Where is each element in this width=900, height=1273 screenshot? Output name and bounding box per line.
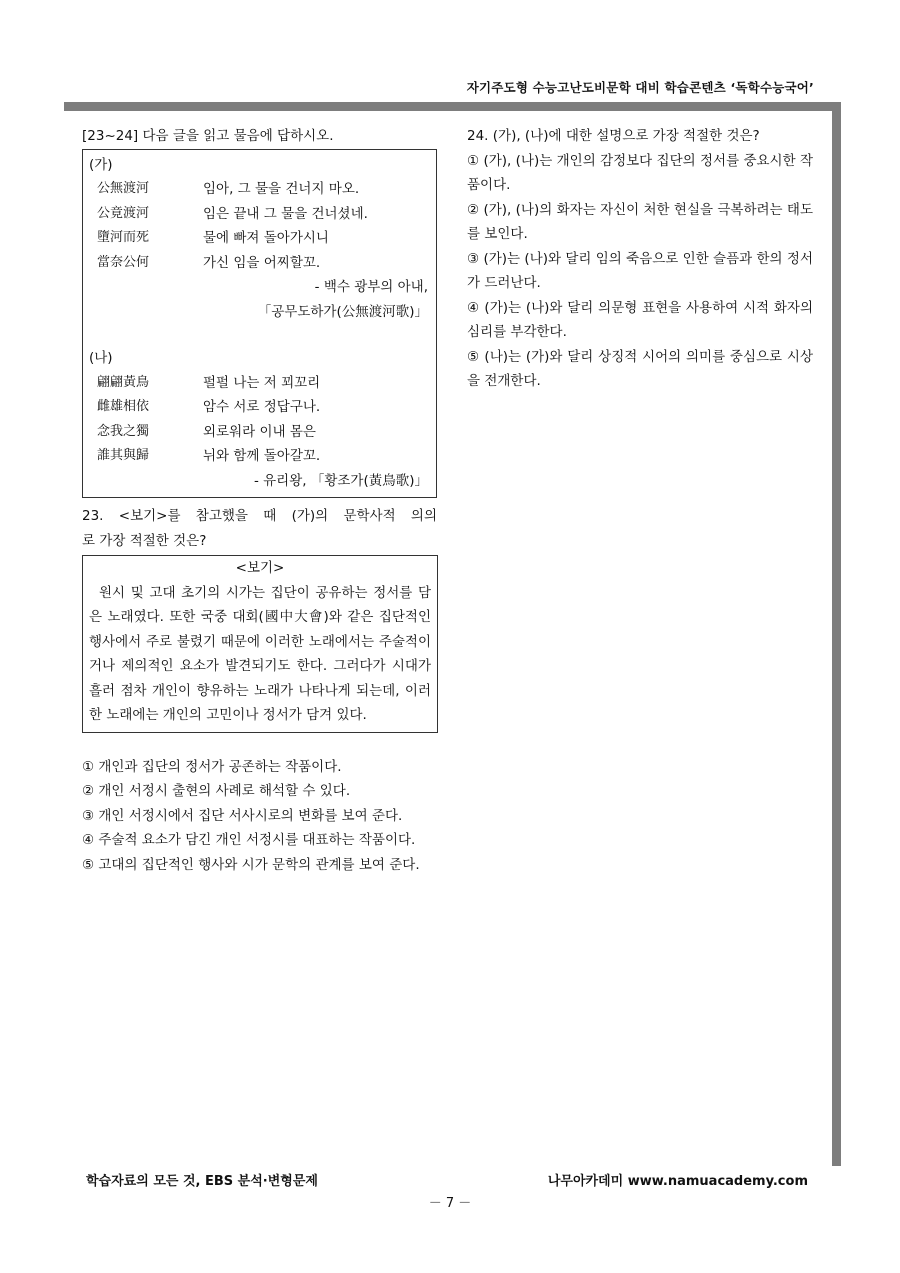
answer-option[interactable]: ② 개인 서정시 출현의 사례로 해석할 수 있다. — [82, 783, 351, 799]
bogi-title: <보기> — [235, 560, 285, 576]
poem-hanja: 翩翩黃鳥 — [97, 374, 150, 390]
poem-line — [89, 444, 430, 469]
poem-korean: 임은 끝내 그 물을 건너셨네. — [203, 205, 368, 222]
passage-box — [82, 149, 437, 499]
poem-hanja: 墮河而死 — [97, 230, 150, 245]
poem-credit-title: 「공무도하가(公無渡河歌)」 — [257, 303, 428, 320]
header-bar — [64, 102, 841, 111]
answer-option[interactable]: ⑤ (나)는 (가)와 달리 상징적 시어의 의미를 중심으로 시상을 전개한다. — [467, 348, 813, 389]
poem-line — [89, 226, 430, 251]
poem-line — [89, 177, 430, 202]
instruction: [23~24] 다음 글을 읽고 물음에 답하시오. — [82, 128, 334, 144]
answer-option[interactable]: ⑤ 고대의 집단적인 행사와 시가 문학의 관계를 보여 준다. — [82, 856, 420, 873]
poem-hanja: 誰其與歸 — [97, 448, 150, 463]
answer-option[interactable]: ③ 개인 서정시에서 집단 서사시로의 변화를 보여 준다. — [82, 807, 403, 824]
poem-korean: 뉘와 함께 돌아갈꼬. — [203, 448, 321, 464]
passage-ga-label: (가) — [89, 156, 113, 173]
answer-option[interactable]: ③ (가)는 (나)와 달리 임의 죽음으로 인한 슬픔과 한의 정서가 드러난다. — [467, 250, 813, 291]
poem-korean: 임아, 그 물을 건너지 마오. — [203, 181, 360, 197]
answer-option[interactable]: ② (가), (나)의 화자는 자신이 처한 현실을 극복하려는 태도를 보인다. — [467, 201, 813, 242]
poem-hanja: 公竟渡河 — [97, 205, 150, 221]
answer-option[interactable]: ① 개인과 집단의 정서가 공존하는 작품이다. — [82, 758, 342, 775]
answer-option[interactable]: ④ (가)는 (나)와 달리 의문형 표현을 사용하여 시적 화자의 심리를 부각한다. — [467, 299, 813, 340]
passage-na-label: (나) — [89, 350, 113, 366]
header-title: 자기주도형 수능고난도비문학 대비 학습콘텐츠 ‘독학수능국어’ — [466, 80, 814, 95]
poem-korean: 펄펄 나는 저 꾀꼬리 — [203, 374, 321, 391]
question-23-options — [82, 755, 437, 878]
poem-hanja: 念我之獨 — [97, 423, 150, 439]
page-number: － 7 － — [428, 1196, 472, 1211]
poem-korean: 외로워라 이내 몸은 — [203, 423, 316, 440]
right-margin-bar — [832, 102, 841, 1166]
poem-line — [89, 420, 430, 445]
poem-hanja: 雌雄相依 — [97, 399, 150, 414]
question-24-stem: 24. (가), (나)에 대한 설명으로 가장 적절한 것은? — [467, 128, 760, 144]
poem-hanja: 公無渡河 — [97, 181, 150, 196]
right-column — [467, 124, 813, 394]
footer-slogan: 학습자료의 모든 것, EBS 분석·변형문제 — [86, 1174, 318, 1189]
question-23-stem-line2: 로 가장 적절한 것은? — [82, 532, 207, 549]
poem-line — [89, 371, 430, 396]
poem-line — [89, 251, 430, 276]
poem-korean: 가신 임을 어찌할꼬. — [203, 254, 321, 271]
poem-line — [89, 202, 430, 227]
bogi-text: 원시 및 고대 초기의 시가는 집단이 공유하는 정서를 담은 노래였다. 또한 국중 대회(國中大會)와 같은 집단적인 행사에서 주로 불렸기 때문에 이러한 노래에서는 주술적이거나 제의적인 요소가 발견되기도 한다. 그러다가 시대가 흘러 점차 개인이 향유하는 노래가 나타나게 되는데, 이러한 노래에는 개인의 고민이나 정서가 담겨 있다. — [89, 584, 431, 723]
poem-line — [89, 395, 430, 420]
question-23 — [82, 504, 437, 877]
footer-website[interactable]: 나무아카데미 www.namuacademy.com — [547, 1174, 808, 1189]
poem-korean: 물에 빠져 돌아가시니 — [203, 230, 329, 246]
poem-hanja: 當奈公何 — [97, 254, 150, 270]
poem-credit: - 유리왕, 「황조가(黃鳥歌)」 — [253, 472, 428, 489]
poem-credit-author: - 백수 광부의 아내, — [314, 279, 428, 295]
question-23-stem-line1: 23. <보기>를 참고했을 때 (가)의 문학사적 의의 — [82, 508, 437, 524]
answer-option[interactable]: ① (가), (나)는 개인의 감정보다 집단의 정서를 중요시한 작품이다. — [467, 152, 813, 193]
answer-option[interactable]: ④ 주술적 요소가 담긴 개인 서정시를 대표하는 작품이다. — [82, 832, 416, 848]
poem-korean: 암수 서로 정답구나. — [203, 399, 321, 415]
bogi-box — [82, 555, 438, 733]
left-column — [82, 124, 437, 877]
